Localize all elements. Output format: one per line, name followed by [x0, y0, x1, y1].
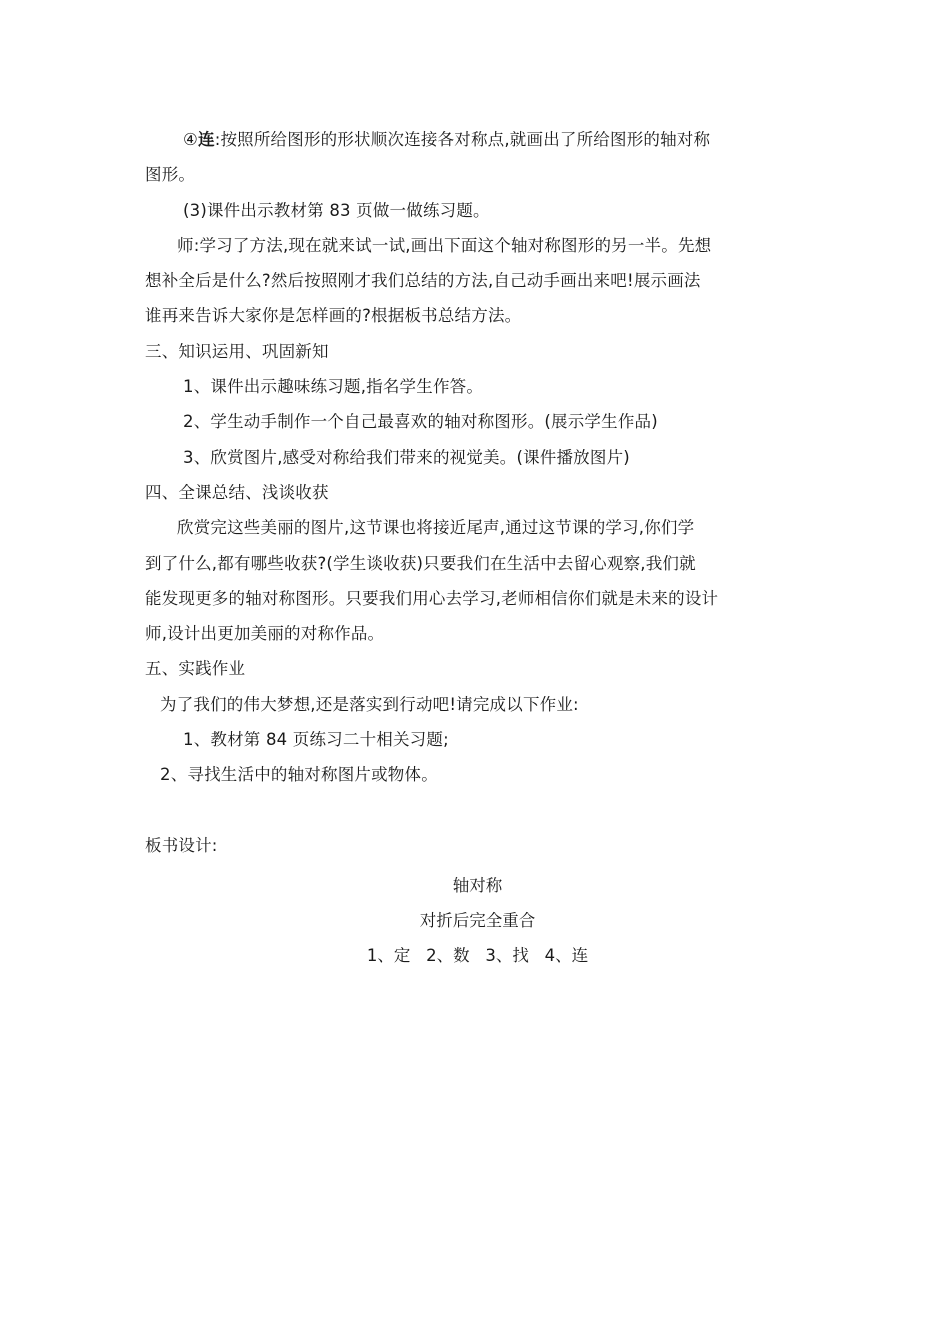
section3-item-1: 1、课件出示趣味练习题,指名学生作答。	[183, 377, 484, 397]
step4-text: :按照所给图形的形状顺次连接各对称点,就画出了所给图形的轴对称	[214, 130, 711, 149]
spacer	[145, 793, 810, 828]
circled-number: ④	[183, 130, 198, 149]
section5-heading: 五、实践作业	[145, 659, 246, 679]
document-body	[145, 122, 810, 863]
section3-heading: 三、知识运用、巩固新知	[145, 341, 329, 361]
section4-line-4: 师,设计出更加美丽的对称作品。	[145, 624, 385, 644]
step4-text-cont: 图形。	[145, 165, 196, 185]
teacher-line-1: 师:学习了方法,现在就来试一试,画出下面这个轴对称图形的另一半。先想	[177, 235, 712, 255]
section4-heading: 四、全课总结、浅谈收获	[145, 482, 329, 502]
board-title: 轴对称	[452, 876, 503, 895]
section3-item-3: 3、欣赏图片,感受对称给我们带来的视觉美。(课件播放图片)	[183, 447, 630, 467]
section5-item-2: 2、寻找生活中的轴对称图片或物体。	[160, 765, 438, 785]
board-subtitle: 对折后完全重合	[419, 911, 536, 930]
teacher-line-3: 谁再来告诉大家你是怎样画的?根据板书总结方法。	[145, 306, 522, 326]
section4-line-3: 能发现更多的轴对称图形。只要我们用心去学习,老师相信你们就是未来的设计	[145, 588, 719, 608]
board-steps: 1、定 2、数 3、找 4、连	[366, 946, 589, 965]
section5-intro: 为了我们的伟大梦想,还是落实到行动吧!请完成以下作业:	[160, 694, 579, 714]
step4-line	[145, 122, 810, 157]
board-heading: 板书设计:	[145, 835, 218, 855]
step4-label: 连	[198, 130, 215, 149]
section5-item-1: 1、教材第 84 页练习二十相关习题;	[183, 730, 449, 750]
section4-line-1: 欣赏完这些美丽的图片,这节课也将接近尾声,通过这节课的学习,你们学	[177, 518, 695, 538]
item3-text: (3)课件出示教材第 83 页做一做练习题。	[183, 200, 490, 220]
section3-item-2: 2、学生动手制作一个自己最喜欢的轴对称图形。(展示学生作品)	[183, 412, 658, 432]
teacher-line-2: 想补全后是什么?然后按照刚才我们总结的方法,自己动手画出来吧!展示画法	[145, 271, 701, 291]
section4-line-2: 到了什么,都有哪些收获?(学生谈收获)只要我们在生活中去留心观察,我们就	[145, 553, 696, 573]
